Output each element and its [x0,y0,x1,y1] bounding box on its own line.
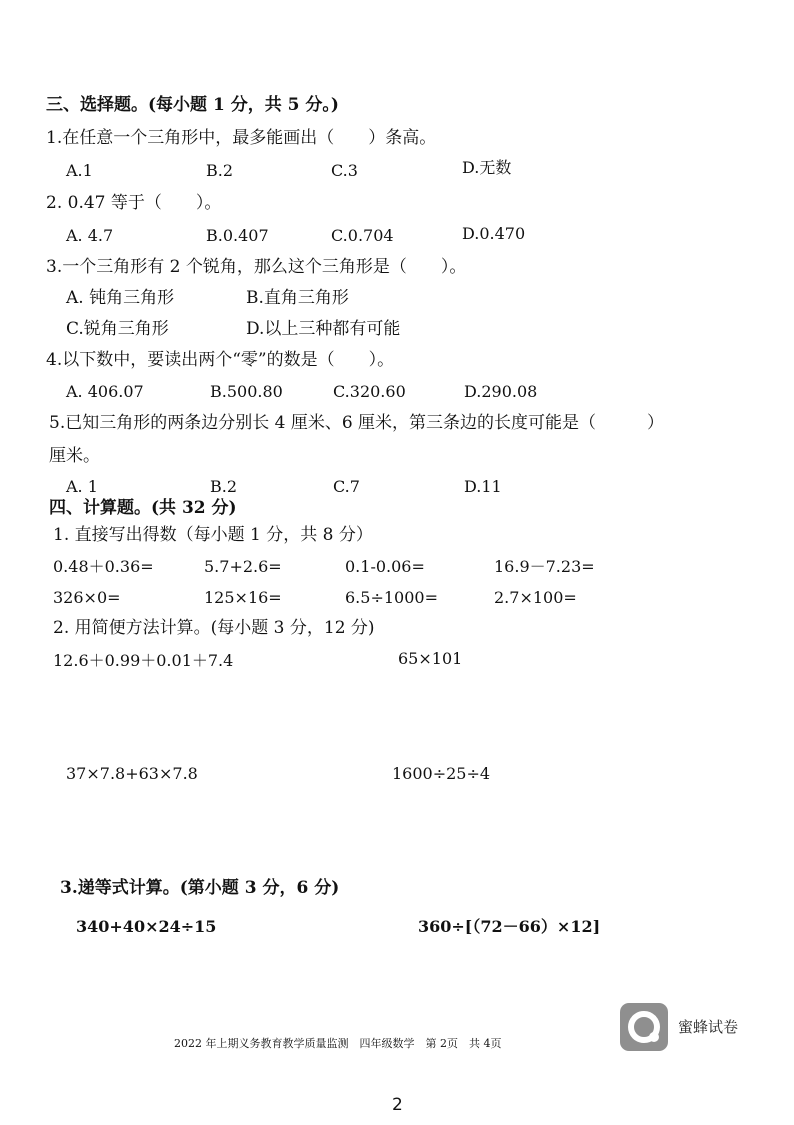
part3-title: 3.递等式计算。(第小题 3 分，6 分) [60,878,340,898]
q2-option-d: D.0.470 [462,224,526,243]
mental-calc-item: 125×16= [204,588,282,607]
mental-calc-item: 326×0= [53,588,121,607]
mental-calc-item: 16.9－7.23= [494,557,595,576]
q2-option-c: C.0.704 [331,226,394,245]
q5-option-b: B.2 [210,477,238,496]
q4-option-d: D.290.08 [464,382,538,401]
mental-calc-item: 0.1-0.06= [345,557,425,576]
stepwise-item: 340+40×24÷15 [76,917,217,936]
q5-option-c: C.7 [333,477,360,496]
q1-option-b: B.2 [206,161,234,180]
q3-option-c: C.锐角三角形 [66,319,169,339]
simplify-item: 1600÷25÷4 [392,764,491,783]
stepwise-item: 360÷[（72－66）×12] [418,917,601,936]
q1-option-d: D.无数 [462,158,512,177]
q2-option-a: A. 4.7 [66,226,114,245]
q1-stem: 1.在任意一个三角形中，最多能画出（ ）条高。 [46,128,437,148]
mental-calc-item: 0.48＋0.36= [53,557,154,576]
q5-stem-continued: 厘米。 [49,446,100,466]
q5-option-d: D.11 [464,477,502,496]
simplify-item: 12.6＋0.99＋0.01＋7.4 [53,651,234,670]
brand-logo-icon [620,1003,668,1051]
q2-stem: 2. 0.47 等于（ ）。 [46,193,222,213]
q1-option-a: A.1 [66,161,93,180]
q5-option-a: A. 1 [66,477,98,496]
simplify-item: 65×101 [398,649,463,668]
q5-stem: 5.已知三角形的两条边分别长 4 厘米、6 厘米，第三条边的长度可能是（ ） [49,413,665,433]
q4-option-c: C.320.60 [333,382,406,401]
q3-option-b: B.直角三角形 [246,288,349,308]
part2-title: 2. 用简便方法计算。(每小题 3 分，12 分) [53,618,375,638]
q2-option-b: B.0.407 [206,226,269,245]
section3-title: 三、选择题。(每小题 1 分，共 5 分。) [46,95,339,115]
section4-title: 四、计算题。(共 32 分) [49,498,237,518]
q3-stem: 3.一个三角形有 2 个锐角，那么这个三角形是（ ）。 [46,257,467,277]
mental-calc-item: 6.5÷1000= [345,588,438,607]
mental-calc-item: 2.7×100= [494,588,577,607]
q3-option-a: A. 钝角三角形 [66,288,175,308]
q4-option-b: B.500.80 [210,382,283,401]
q4-stem: 4.以下数中，要读出两个“零”的数是（ ）。 [46,350,395,370]
q4-option-a: A. 406.07 [66,382,144,401]
q1-option-c: C.3 [331,161,358,180]
q3-option-d: D.以上三种都有可能 [246,319,401,339]
part1-title: 1. 直接写出得数（每小题 1 分，共 8 分） [53,525,373,545]
page-number: 2 [392,1095,403,1115]
page-footer: 2022 年上期义务教育教学质量监测 四年级数学 第 2页 共 4页 [174,1037,502,1050]
mental-calc-item: 5.7+2.6= [204,557,282,576]
simplify-item: 37×7.8+63×7.8 [66,764,198,783]
brand-name: 蜜蜂试卷 [678,1018,739,1036]
